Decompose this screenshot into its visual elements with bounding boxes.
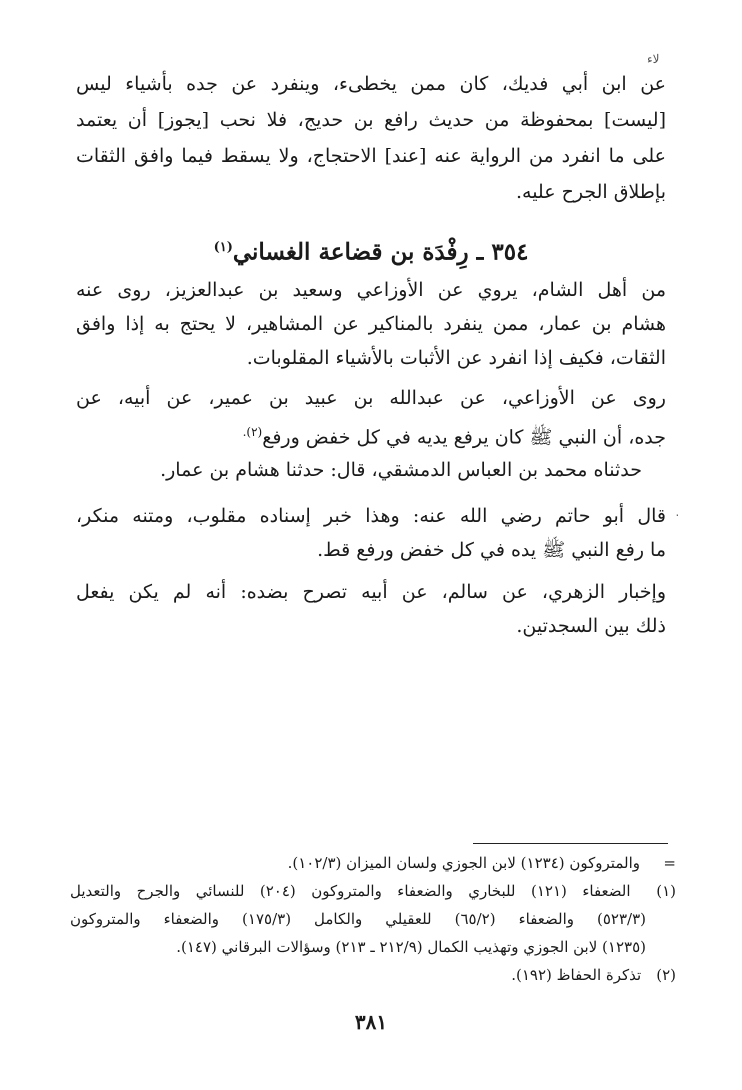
page-number: ٣٨١: [354, 1010, 388, 1034]
text-line: بإطلاق الجرح عليه.: [515, 181, 666, 203]
footnote-label: (٢): [656, 966, 676, 984]
footnote-text: الضعفاء (١٢١) للبخاري والضعفاء والمتروكون (٢٠٤) للنسائي والجرح والتعديل: [70, 882, 631, 900]
footnote-ref: (١): [213, 240, 233, 255]
footnotes: [70, 850, 676, 1000]
footnote-line: [70, 906, 646, 932]
text-line: من أهل الشام، يروي عن الأوزاعي وسعيد بن عبدالعزيز، روى عنه: [76, 279, 666, 301]
footnote-line: [70, 878, 676, 904]
text-line: روى عن الأوزاعي، عن عبدالله بن عبيد بن عمير، عن أبيه، عن: [76, 387, 666, 409]
text-line: عن ابن أبي فديك، كان ممن يخطىء، وينفرد عن جده بأشياء ليس: [76, 73, 666, 95]
corner-mark: ﻻء: [647, 52, 660, 66]
footnote-label: =: [663, 854, 676, 872]
entry-heading-title: ٣٥٤ ـ رِفْدَة بن قضاعة الغساني: [232, 238, 529, 266]
footnote-label: (١): [656, 882, 676, 900]
entry-heading: [80, 232, 662, 269]
text-line: هشام بن عمار، ممن ينفرد بالمناكير عن المشاهير، لا يحتج به إذا وافق: [76, 313, 666, 335]
text-line: ذلك بين السجدتين.: [516, 615, 666, 637]
entry-description: [76, 276, 666, 376]
text-line: ما رفع النبي ﷺ يده في كل خفض ورفع قط.: [317, 539, 666, 561]
text-line: قال أبو حاتم رضي الله عنه: وهذا خبر إسناده مقلوب، ومتنه منكر،: [76, 505, 666, 527]
text-line-body: جده، أن النبي ﷺ كان يرفع يديه في كل خفض ورفع: [262, 426, 666, 449]
footnote-text: تذكرة الحفاظ (١٩٢).: [511, 966, 642, 984]
text-line: [76, 418, 666, 451]
text-line: على ما انفرد من الرواية عنه [عند] الاحتجاج، ولا يسقط فيما وافق الثقات: [76, 145, 666, 167]
paragraph-marker: ٠: [674, 510, 680, 521]
footnote-text: والمتروكون (١٢٣٤) لابن الجوزي ولسان الميزان (١٠٢/٣).: [287, 854, 640, 872]
paragraph-continuation: [76, 70, 666, 210]
text-line: حدثناه محمد بن العباس الدمشقي، قال: حدثنا هشام بن عمار.: [160, 459, 642, 481]
text-line: [ليست] بمحفوظة من حديث رافع بن حديج، فلا نحب [يجوز] أن يعتمد: [76, 109, 666, 131]
footnote-text: (٥٢٣/٣) والضعفاء (٦٥/٢) للعقيلي والكامل (١٧٥/٣) والضعفاء والمتروكون: [70, 910, 647, 928]
footnote-line: [70, 934, 646, 960]
hadith-narration: [76, 384, 666, 450]
closing-paragraph: [76, 578, 666, 644]
footnote-line: [70, 850, 676, 876]
text-line: الثقات، فكيف إذا انفرد عن الأثبات بالأشياء المقلوبات.: [246, 347, 666, 369]
isnad-line: [76, 456, 666, 488]
footnote-line: [70, 962, 676, 988]
text-line: وإخبار الزهري، عن سالم، عن أبيه تصرح بضده: أنه لم يكن يفعل: [76, 581, 666, 603]
footnote-ref: (٢).: [242, 425, 263, 439]
critique-paragraph: [76, 502, 680, 568]
footnote-text: (١٢٣٥) لابن الجوزي وتهذيب الكمال (٢١٢/٩ ـ ٢١٣) وسؤالات البرقاني (١٤٧).: [176, 938, 646, 956]
footnote-separator: [473, 843, 668, 844]
